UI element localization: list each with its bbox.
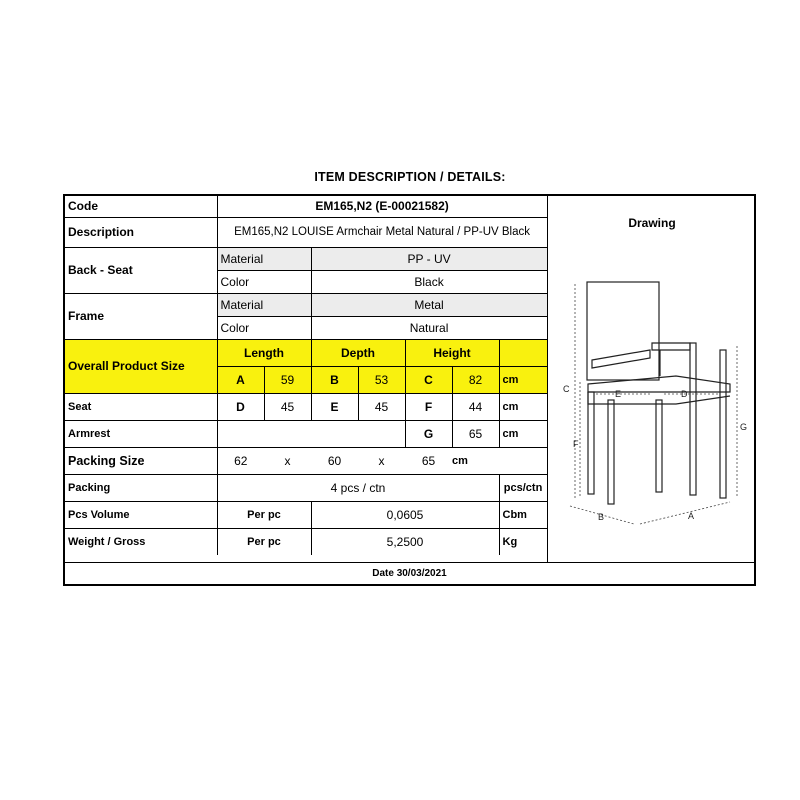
chair-front-left-leg (608, 400, 614, 504)
dim-line-a (640, 502, 730, 524)
length-header: Length (217, 339, 311, 366)
row-pcs-volume (65, 501, 547, 528)
dim-e-label: E (311, 393, 358, 420)
drawing-title: Drawing (628, 216, 676, 230)
chair-front-right-leg (656, 400, 662, 492)
date-footer: Date 30/03/2021 (65, 562, 754, 586)
code-label: Code (65, 196, 217, 217)
packing-size-x2: x (378, 453, 385, 468)
row-overall-headers (65, 339, 547, 366)
dim-label-a: A (688, 511, 695, 521)
drawing-panel (547, 196, 756, 562)
page-title: ITEM DESCRIPTION / DETAILS: (314, 170, 506, 184)
dim-d-value: 45 (264, 393, 311, 420)
dim-f-label: F (405, 393, 452, 420)
pcs-volume-value: 0,0605 (311, 501, 499, 528)
packing-size-label: Packing Size (65, 447, 217, 474)
pcs-volume-basis: Per pc (217, 501, 311, 528)
description-value: EM165,N2 LOUISE Armchair Metal Natural / PP-UV Black (217, 217, 547, 247)
dim-e-value: 45 (358, 393, 405, 420)
height-header: Height (405, 339, 499, 366)
armchair-drawing (548, 266, 757, 536)
dim-g-label: G (405, 420, 452, 447)
dim-label-f: F (573, 439, 579, 449)
frame-material-value: Metal (311, 293, 547, 316)
dim-b-label: B (311, 366, 358, 393)
packing-size-blank (499, 447, 547, 474)
chair-back-right-leg (720, 350, 726, 498)
row-armrest (65, 420, 547, 447)
dim-c-label: C (405, 366, 452, 393)
row-seat (65, 393, 547, 420)
chair-left-arm (592, 350, 650, 368)
overall-unit: cm (499, 366, 547, 393)
packing-unit: pcs/ctn (499, 474, 547, 501)
armrest-label: Armrest (65, 420, 217, 447)
row-back-seat-material (65, 247, 547, 270)
dim-f-value: 44 (452, 393, 499, 420)
back-seat-material-value: PP - UV (311, 247, 547, 270)
dim-d-label: D (217, 393, 264, 420)
packing-size-height: 65 (421, 453, 436, 468)
weight-value: 5,2500 (311, 528, 499, 555)
row-packing (65, 474, 547, 501)
back-seat-label: Back - Seat (65, 247, 217, 293)
dim-label-g: G (740, 422, 748, 432)
row-code (65, 196, 547, 217)
spec-table (65, 196, 548, 555)
weight-unit: Kg (499, 528, 547, 555)
armrest-blank (217, 420, 405, 447)
packing-size-x1: x (284, 453, 291, 468)
back-seat-material-label: Material (217, 247, 311, 270)
chair-right-arm-leg (690, 343, 696, 495)
dim-label-d: D (681, 389, 688, 399)
dim-label-e: E (615, 389, 622, 399)
chair-right-arm (652, 343, 690, 350)
dim-label-c: C (563, 384, 570, 394)
pcs-volume-label: Pcs Volume (65, 501, 217, 528)
depth-header: Depth (311, 339, 405, 366)
frame-label: Frame (65, 293, 217, 339)
pcs-volume-unit: Cbm (499, 501, 547, 528)
packing-value: 4 pcs / ctn (217, 474, 499, 501)
back-seat-color-value: Black (311, 270, 547, 293)
row-frame-material (65, 293, 547, 316)
spec-sheet (63, 194, 756, 586)
dim-label-b: B (598, 512, 605, 522)
armrest-unit: cm (499, 420, 547, 447)
row-description (65, 217, 547, 247)
packing-size-unit: cm (452, 454, 468, 467)
back-seat-color-label: Color (217, 270, 311, 293)
frame-material-label: Material (217, 293, 311, 316)
chair-back-left-leg (588, 392, 594, 494)
dim-c-value: 82 (452, 366, 499, 393)
frame-color-label: Color (217, 316, 311, 339)
code-value: EM165,N2 (E-00021582) (217, 196, 547, 217)
dim-g-value: 65 (452, 420, 499, 447)
dim-a-value: 59 (264, 366, 311, 393)
weight-basis: Per pc (217, 528, 311, 555)
frame-color-value: Natural (311, 316, 547, 339)
seat-unit: cm (499, 393, 547, 420)
description-label: Description (65, 217, 217, 247)
packing-label: Packing (65, 474, 217, 501)
overall-header-blank (499, 339, 547, 366)
row-weight (65, 528, 547, 555)
row-packing-size (65, 447, 547, 474)
dim-b-value: 53 (358, 366, 405, 393)
weight-label: Weight / Gross (65, 528, 217, 555)
dim-a-label: A (217, 366, 264, 393)
packing-size-length: 62 (217, 447, 264, 474)
packing-size-width: 60 (327, 453, 342, 468)
seat-label: Seat (65, 393, 217, 420)
chair-backrest (587, 282, 659, 380)
overall-size-label: Overall Product Size (65, 339, 217, 393)
